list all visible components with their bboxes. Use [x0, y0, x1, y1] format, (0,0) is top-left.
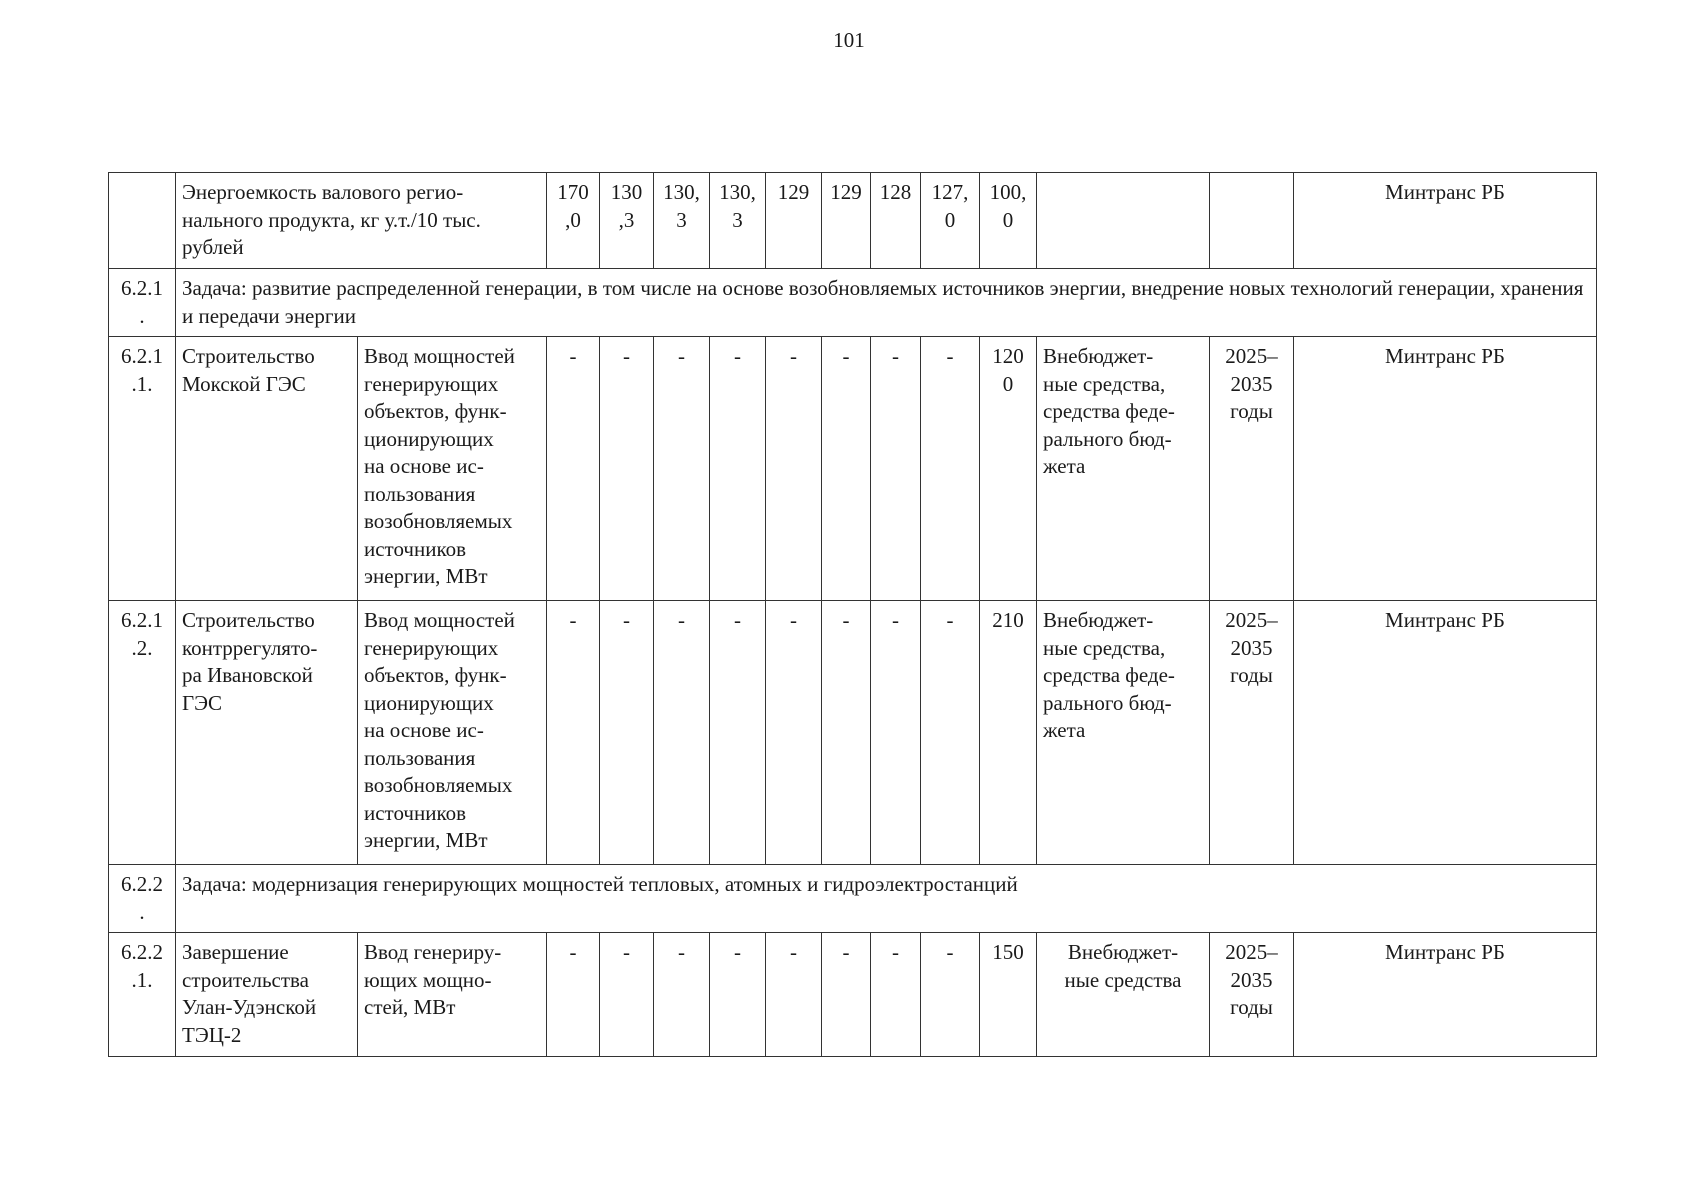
value-cell: -: [822, 337, 871, 601]
value-cell: 129: [766, 173, 822, 269]
table-row: [109, 865, 1597, 933]
task-cell: Задача: развитие распределенной генерации, в том числе на основе возобновляемых источников энергии, внедрение новых технологий генерации, хранения и передачи энергии: [176, 269, 1597, 337]
value-cell: -: [871, 601, 921, 865]
value-cell: -: [710, 933, 766, 1057]
value-cell: -: [654, 933, 710, 1057]
value-cell: -: [766, 933, 822, 1057]
measure-name-cell: Завершение строительства Улан-Удэнской ТЭЦ-2: [176, 933, 358, 1057]
table-row: [109, 933, 1597, 1057]
value-cell: 130, 3: [710, 173, 766, 269]
value-cell: -: [921, 933, 980, 1057]
page-number: 101: [833, 28, 865, 52]
task-cell: Задача: модернизация генерирующих мощностей тепловых, атомных и гидроэлектростанций: [176, 865, 1597, 933]
value-cell: -: [710, 601, 766, 865]
responsible-cell: Минтранс РБ: [1294, 173, 1597, 269]
value-cell: -: [871, 337, 921, 601]
value-cell: -: [654, 337, 710, 601]
code-cell: [109, 173, 176, 269]
responsible-cell: Минтранс РБ: [1294, 337, 1597, 601]
value-cell: 170 ,0: [547, 173, 600, 269]
value-cell: 128: [871, 173, 921, 269]
value-cell: -: [766, 601, 822, 865]
responsible-cell: Минтранс РБ: [1294, 933, 1597, 1057]
funding-source-cell: Внебюджет- ные средства, средства феде- рального бюд- жета: [1037, 337, 1210, 601]
funding-source-cell: [1037, 173, 1210, 269]
value-cell: -: [710, 337, 766, 601]
code-cell: 6.2.1 .: [109, 269, 176, 337]
indicator-cell: Ввод мощностей генерирующих объектов, функ- ционирующих на основе ис- пользования возобновляемых источников энергии, МВт: [358, 337, 547, 601]
measure-name-cell: Строительство Мокской ГЭС: [176, 337, 358, 601]
value-cell: -: [921, 337, 980, 601]
table-row: [109, 269, 1597, 337]
table-row: [109, 337, 1597, 601]
code-cell: 6.2.2 .1.: [109, 933, 176, 1057]
period-cell: 2025– 2035 годы: [1210, 601, 1294, 865]
period-cell: [1210, 173, 1294, 269]
value-cell: -: [822, 601, 871, 865]
value-cell: 129: [822, 173, 871, 269]
value-cell: -: [822, 933, 871, 1057]
value-cell: 127, 0: [921, 173, 980, 269]
table-row: [109, 601, 1597, 865]
indicator-name-cell: Энергоемкость валового регио- нального продукта, кг у.т./10 тыс. рублей: [176, 173, 547, 269]
value-cell: -: [766, 337, 822, 601]
value-cell: 120 0: [980, 337, 1037, 601]
value-cell: 150: [980, 933, 1037, 1057]
value-cell: -: [921, 601, 980, 865]
value-cell: -: [871, 933, 921, 1057]
program-measures-table: [108, 172, 1597, 1057]
table-row: [109, 173, 1597, 269]
value-cell: -: [547, 601, 600, 865]
code-cell: 6.2.2 .: [109, 865, 176, 933]
value-cell: 100, 0: [980, 173, 1037, 269]
value-cell: -: [547, 337, 600, 601]
value-cell: 130, 3: [654, 173, 710, 269]
value-cell: 130 ,3: [600, 173, 654, 269]
indicator-cell: Ввод генериру- ющих мощно- стей, МВт: [358, 933, 547, 1057]
funding-source-cell: Внебюджет- ные средства, средства феде- рального бюд- жета: [1037, 601, 1210, 865]
measure-name-cell: Строительство контррегулято- ра Ивановской ГЭС: [176, 601, 358, 865]
value-cell: 210: [980, 601, 1037, 865]
value-cell: -: [600, 337, 654, 601]
code-cell: 6.2.1 .2.: [109, 601, 176, 865]
indicator-cell: Ввод мощностей генерирующих объектов, функ- ционирующих на основе ис- пользования возобновляемых источников энергии, МВт: [358, 601, 547, 865]
value-cell: -: [547, 933, 600, 1057]
value-cell: -: [600, 601, 654, 865]
code-cell: 6.2.1 .1.: [109, 337, 176, 601]
period-cell: 2025– 2035 годы: [1210, 337, 1294, 601]
funding-source-cell: Внебюджет- ные средства: [1037, 933, 1210, 1057]
period-cell: 2025– 2035 годы: [1210, 933, 1294, 1057]
responsible-cell: Минтранс РБ: [1294, 601, 1597, 865]
value-cell: -: [600, 933, 654, 1057]
value-cell: -: [654, 601, 710, 865]
